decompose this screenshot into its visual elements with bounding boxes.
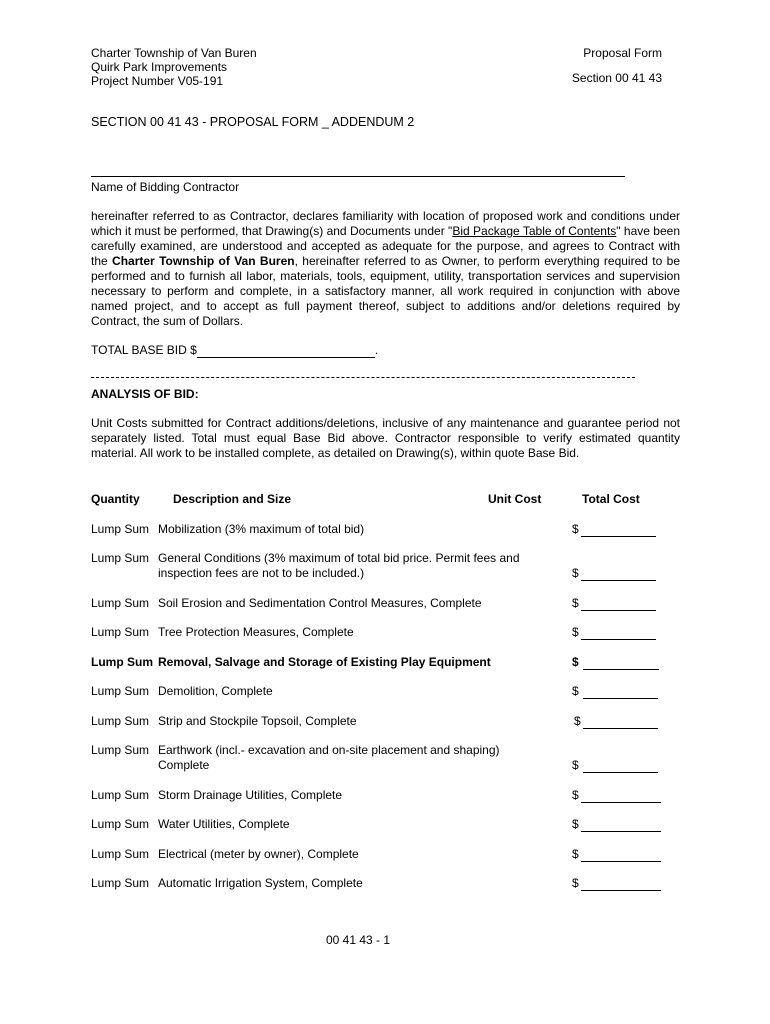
total-cost-field[interactable]: $ (572, 684, 658, 699)
form-name: Proposal Form (583, 46, 662, 60)
analysis-text: Unit Costs submitted for Contract additions/deletions, inclusive of any maintenance and guarantee period not separately listed. Total must equal Base Bid above. Contractor responsible to verify estimated quantity material. All work to be installed complete, as detailed on Drawing(s), within quote Base Bid. (91, 416, 680, 460)
header-unit-cost: Unit Cost (488, 492, 542, 506)
total-cost-field[interactable]: $ (572, 847, 661, 862)
page-footer: 00 41 43 - 1 (326, 933, 391, 947)
dashed-separator (91, 377, 635, 378)
header-left (91, 46, 257, 88)
total-base-bid: TOTAL BASE BID $ . (91, 343, 379, 357)
owner-bold: Charter Township of Van Buren (112, 254, 295, 268)
total-cost-field[interactable]: $ (572, 655, 659, 670)
project-number: Project Number V05-191 (91, 74, 224, 88)
total-cost-field[interactable]: $ (572, 876, 661, 891)
owner-name: Charter Township of Van Buren (91, 46, 257, 60)
contractor-name-label: Name of Bidding Contractor (91, 180, 240, 194)
header-description: Description and Size (173, 492, 292, 506)
total-cost-field[interactable]: $ (572, 596, 656, 611)
header-right (560, 46, 662, 85)
header-total-cost: Total Cost (582, 492, 640, 506)
total-cost-field[interactable]: $ (574, 714, 658, 729)
total-base-bid-field[interactable] (197, 343, 375, 358)
project-name: Quirk Park Improvements (91, 60, 228, 74)
total-cost-field[interactable]: $ (572, 758, 658, 773)
page-title: SECTION 00 41 43 - PROPOSAL FORM _ ADDENDUM 2 (91, 115, 415, 129)
total-cost-field[interactable]: $ (572, 625, 656, 640)
total-cost-field[interactable]: $ (572, 817, 661, 832)
header-quantity: Quantity (91, 492, 140, 506)
total-cost-field[interactable]: $ (572, 788, 661, 803)
total-cost-field[interactable]: $ (572, 566, 656, 581)
analysis-heading: ANALYSIS OF BID: (91, 387, 199, 401)
bid-package-link[interactable]: Bid Package Table of Contents (452, 224, 617, 238)
intro-paragraph: hereinafter referred to as Contractor, declares familiarity with location of proposed work and conditions under which it must be performed, that Drawing(s) and Documents under "Bid Package Table of Contents" have been carefully examined, are understood and accepted as adequate for the purpose, and agrees to Contract with the Charter Township of Van Buren, hereinafter referred to as Owner, to perform everything required to be performed and to furnish all labor, materials, tools, equipment, utility, transportation services and supervision necessary to perform and complete, in a satisfactory manner, all work required in conjunction with above named project, and to accept as full payment thereof, subject to additions and/or deletions required by Contract, the sum of Dollars. (91, 209, 680, 328)
section-number: Section 00 41 43 (571, 71, 662, 85)
total-cost-field[interactable]: $ (572, 522, 656, 537)
contractor-name-line[interactable] (91, 176, 625, 177)
